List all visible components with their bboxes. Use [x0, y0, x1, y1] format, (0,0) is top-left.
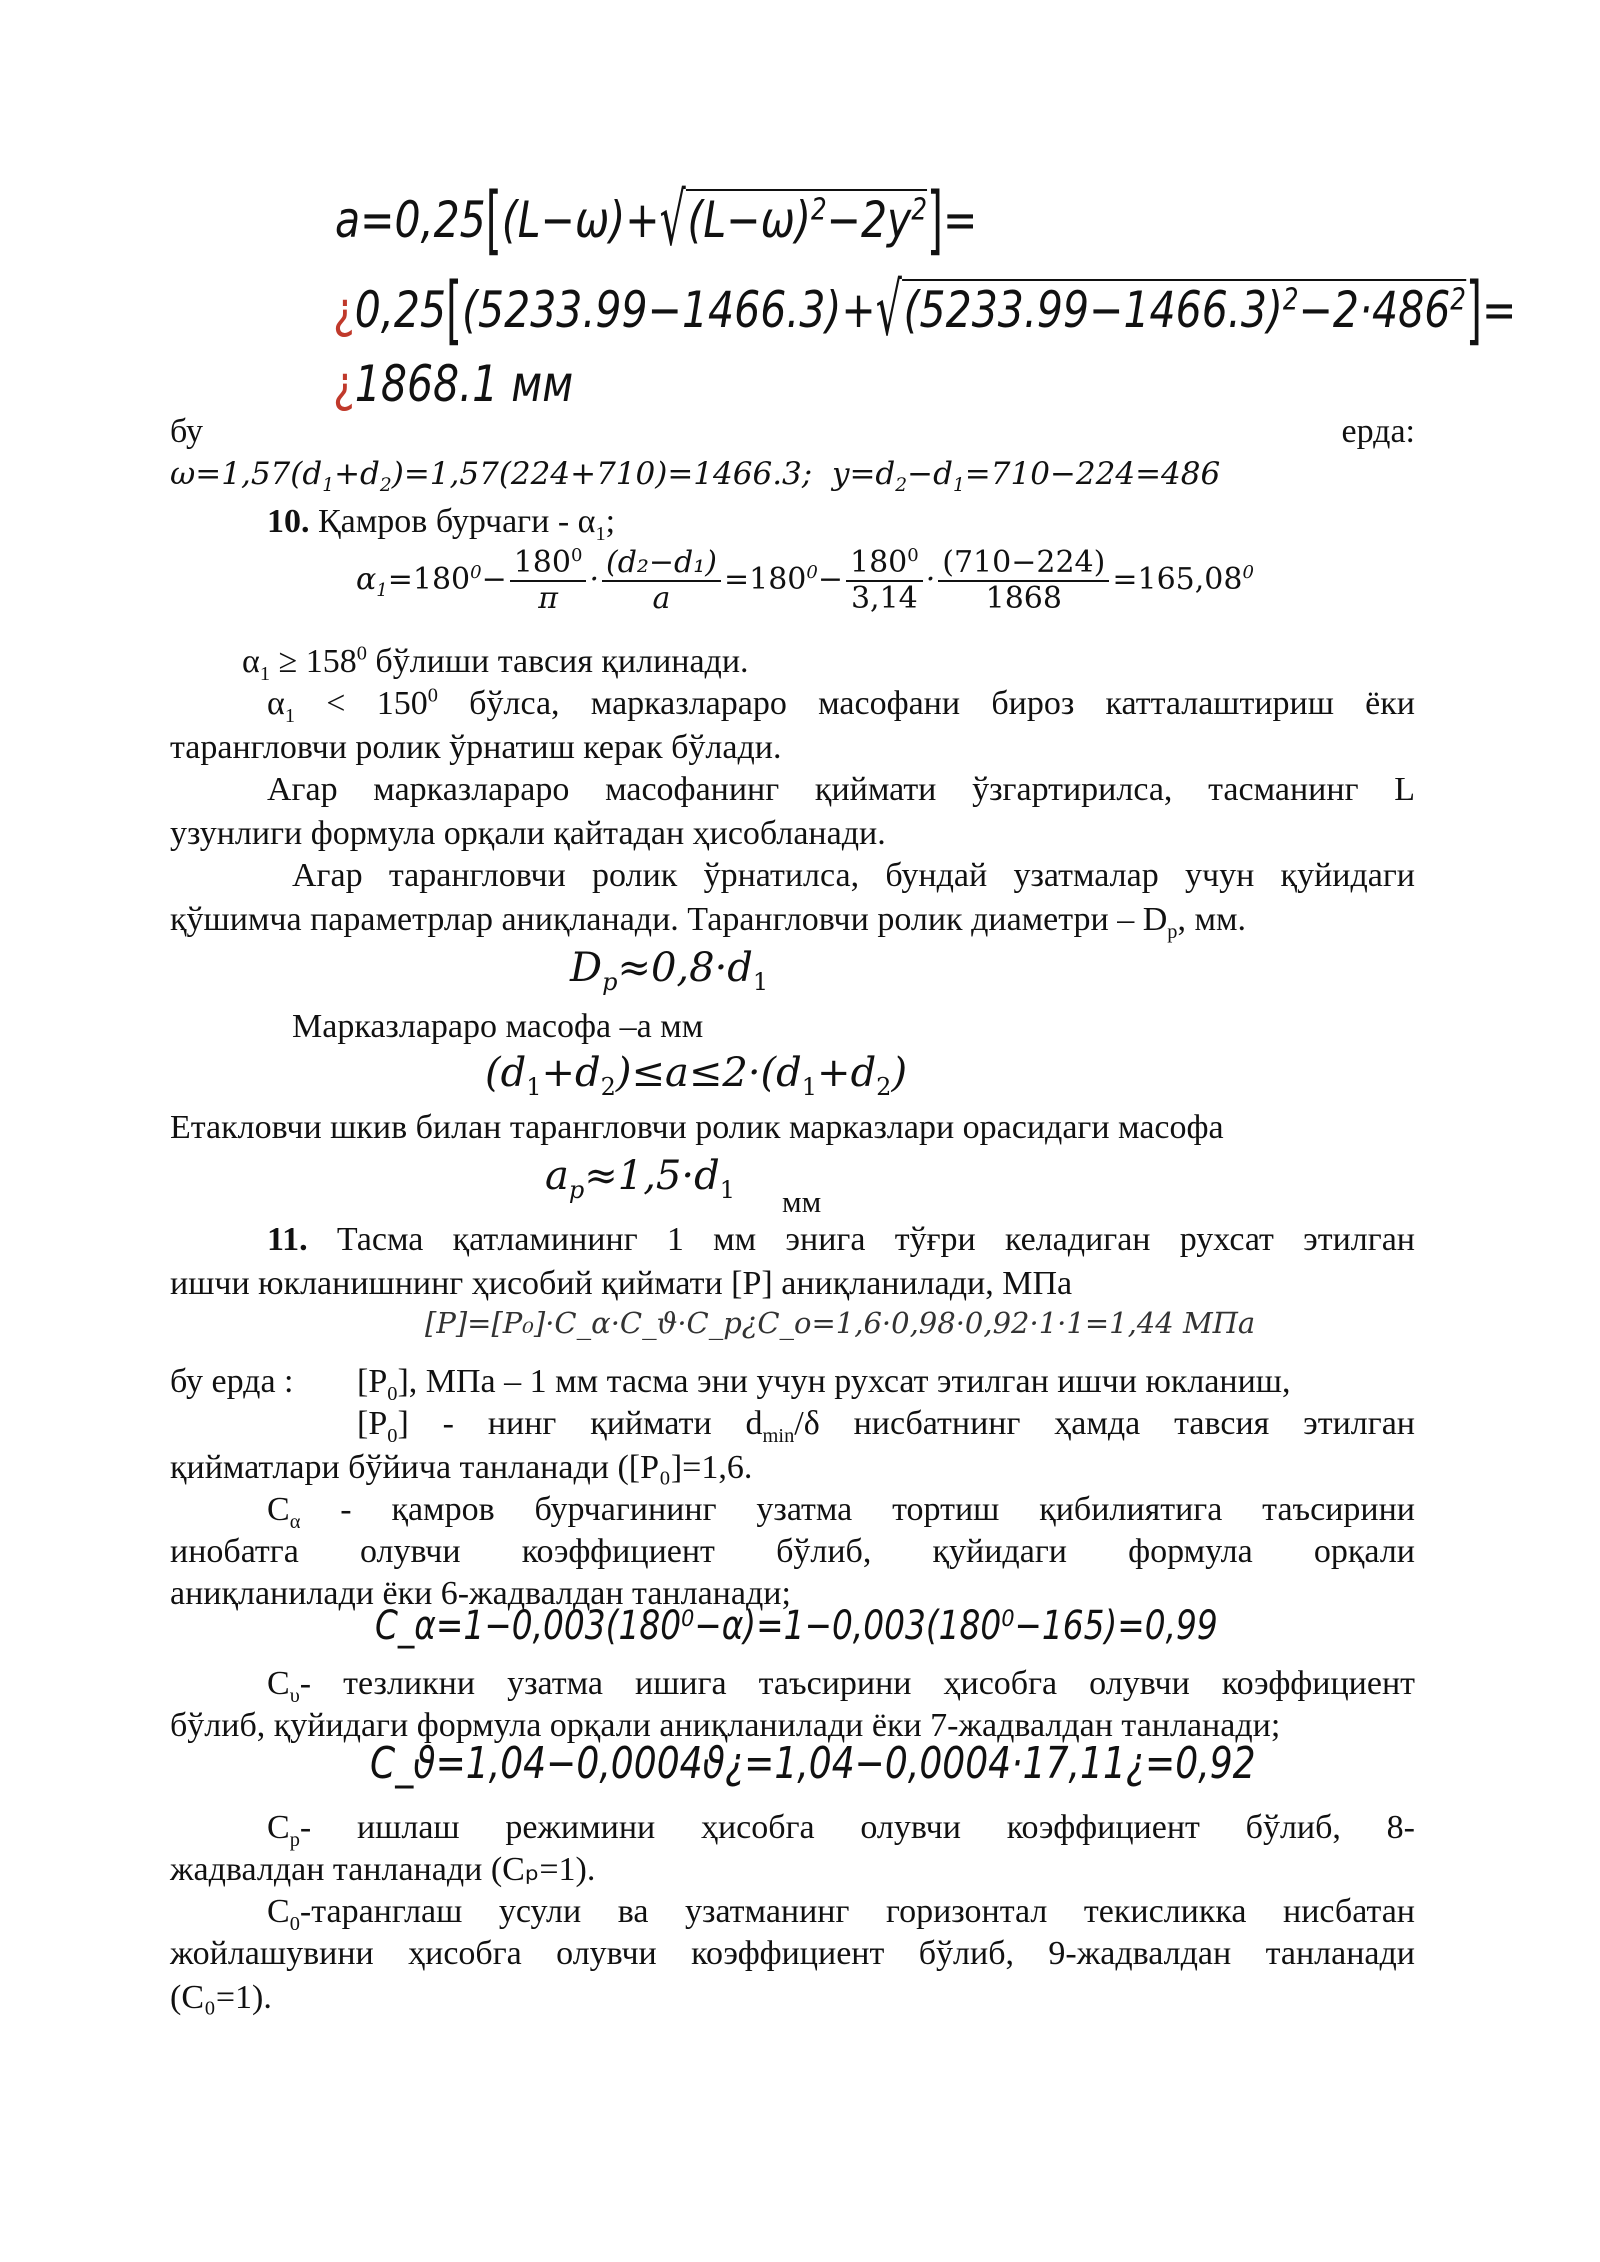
idler-distance-unit: мм: [782, 1184, 822, 1219]
c-alpha-line1: $С_\alpha$ - қамров бурчагининг узатма тортиш қибилиятига таъсирини: [267, 1491, 1415, 1533]
c-0-line2: жойлашувини ҳисобга олувчи коэффициент бўлиб, 9-жадвалдан танланади: [170, 1935, 1415, 1972]
alpha-low-paragraph-line1: $\alpha_1 < 150^0$ бўлса, марказлараро масофани бироз катталаштириш ёки: [267, 684, 1415, 727]
c-alpha-line3: аниқланилади ёки 6-жадвалдан танланади;: [170, 1575, 791, 1612]
c-0-line1: $С_0$-таранглаш усули ва узатманинг горизонтал текисликка нисбатан: [267, 1893, 1415, 1935]
p0-value-line2: қийматлари бўйича танланади ([P₀]=1,6.: [170, 1449, 753, 1486]
alpha-low-paragraph-line2: тарангловчи ролик ўрнатиш керак бўлади.: [170, 729, 782, 766]
c-p-line1: $С_р-$ ишлаш режимини ҳисобга олувчи коэффициент бўлиб, 8-: [267, 1809, 1415, 1851]
alpha-min-recommendation: $\alpha_1 \ge 158^0$ бўлиши тавсия қилинади.: [242, 642, 749, 685]
where-line: бу ерда:: [170, 413, 1415, 450]
agar-paragraph-1-line1: Агар марказлараро масофанинг қиймати ўзгартирилса, тасманинг L: [267, 771, 1415, 808]
c-alpha-equation: C_α=1−0,003(180⁰−α)=1−0,003(180⁰−165)=0,99: [375, 1603, 1218, 1649]
section-11-line1: 11. Тасма қатламининг 1 мм энига тўғри келадиган рухсат этилган: [267, 1221, 1415, 1258]
c-v-line2: бўлиб, қуйидаги формула орқали аниқланилади ёки 7-жадвалдан танланади;: [170, 1707, 1281, 1744]
formula-a-line3: ¿1868.1 мм: [333, 355, 574, 413]
where-p0-line: бу ерда : $[P_0]$, МПа – 1 мм тасма эни учун рухсат этилган ишчи юкланиш,: [170, 1363, 1291, 1405]
c-v-line1: $С_\upsilon-$ тезликни узатма ишига таъсирини ҳисобга олувчи коэффициент: [267, 1665, 1415, 1707]
allowable-load-equation: [P]=[P₀]·C_α·C_ϑ·C_p¿C_o=1,6·0,98·0,92·1·1=1,44 МПа: [425, 1306, 1256, 1340]
agar-paragraph-1-line2: узунлиги формула орқали қайтадан ҳисобланади.: [170, 815, 886, 852]
section-11-line2: ишчи юкланишнинг ҳисобий қиймати [Р] аниқланилади, МПа: [170, 1265, 1073, 1302]
omega-equation: $\omega=1,57(d_1+d_2)=1,57(224+710)=1466.3$; $y=d_2-d_1=710-224=486$: [170, 456, 1221, 497]
section-10-heading: 10. Қамров бурчаги - $\alpha_1$;: [267, 503, 616, 545]
center-distance-label: Марказлараро масофа –а мм: [292, 1008, 704, 1045]
pulley-diameter-equation: $D_p\approx 0,8\cdot d_1$: [570, 945, 769, 996]
agar-paragraph-2-line1: Агар тарангловчи ролик ўрнатилса, бундай узатмалар учун қуйидаги: [292, 857, 1415, 894]
c-alpha-line2: инобатга олувчи коэффициент бўлиб, қуйидаги формула орқали: [170, 1533, 1415, 1570]
c-v-equation: C_ϑ=1,04−0,0004ϑ¿=1,04−0,0004·17,11¿=0,92: [370, 1738, 1256, 1789]
c-p-line2: жадвалдан танланади (Сₚ=1).: [170, 1851, 596, 1888]
formula-a-line1: $a=0,25[(L-\omega)+√(L-\omega)^2-2y^2]=$: [335, 176, 978, 264]
idler-distance-equation: $a_p\approx 1,5\cdot d_1$: [545, 1153, 735, 1204]
alpha-equation: $\alpha_1=180^0-$ $\frac{180^0}{\pi}$ · $\frac{\text{(d₂−d₁)}}{a}$ $=180^0-$ $\frac{180^0}{3,14}$ · $\frac{(710-224)}{1868}$ $=165,08^0$: [356, 545, 1254, 616]
p0-value-line1: $[P_0]$ - нинг қиймати $d_{min}/\delta$ нисбатнинг ҳамда тавсия этилган: [357, 1405, 1415, 1447]
center-distance-range-equation: $(d_1+d_2)\le a\le 2\cdot(d_1+d_2)$: [485, 1050, 908, 1101]
agar-paragraph-2-line2: қўшимча параметрлар аниқланади. Тарангловчи ролик диаметри – $D_р$, мм.: [170, 901, 1247, 943]
c-0-line3: (С₀=1).: [170, 1979, 272, 2016]
formula-a-line2: ¿$0,25[(5233.99-1466.3)+√(5233.99-1466.3)^2-2\cdot 486^2]=$: [333, 266, 1517, 354]
idler-distance-sentence: Етакловчи шкив билан тарангловчи ролик марказлари орасидаги масофа: [170, 1109, 1224, 1146]
